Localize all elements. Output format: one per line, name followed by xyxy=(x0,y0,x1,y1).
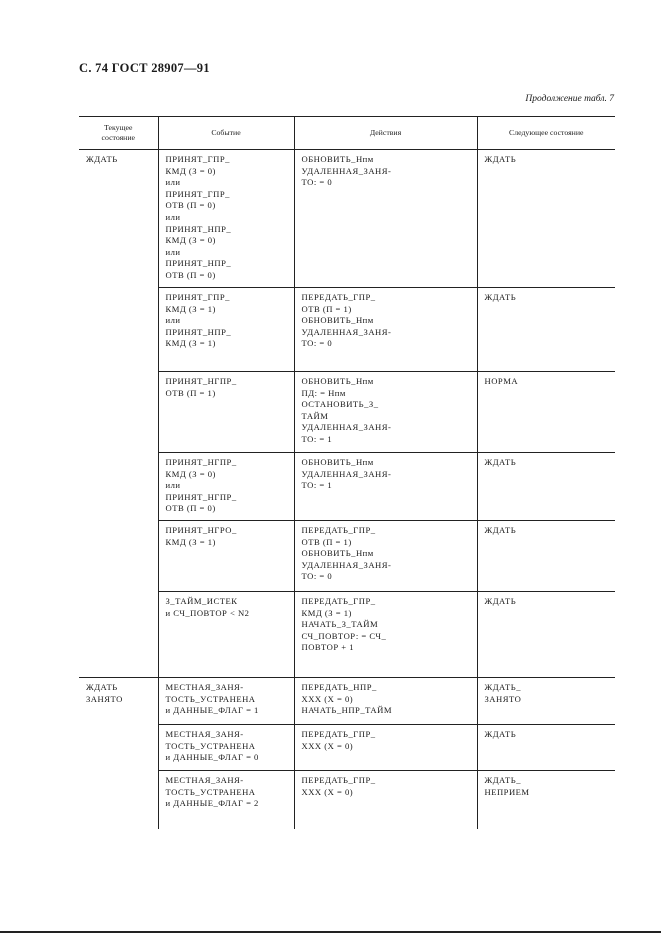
cell-current-state xyxy=(79,372,158,453)
cell-actions: ПЕРЕДАТЬ_ГПР_ ХХХ (Х = 0) xyxy=(294,771,477,829)
cell-next-state: ЖДАТЬ xyxy=(477,521,615,592)
cell-actions: ПЕРЕДАТЬ_ГПР_ ОТВ (П = 1) ОБНОВИТЬ_Нпм УДАЛЕННАЯ_ЗАНЯ- ТО: = 0 xyxy=(294,521,477,592)
header-current-state: Текущее состояние xyxy=(79,117,158,150)
header-actions: Действия xyxy=(294,117,477,150)
cell-next-state: ЖДАТЬ xyxy=(477,150,615,288)
cell-event: МЕСТНАЯ_ЗАНЯ- ТОСТЬ_УСТРАНЕНА и ДАННЫЕ_ФЛАГ = 0 xyxy=(158,725,294,771)
cell-next-state: ЖДАТЬ_ ЗАНЯТО xyxy=(477,678,615,725)
table-continuation-label: Продолжение табл. 7 xyxy=(525,94,614,104)
table-row xyxy=(79,453,615,521)
cell-event: З_ТАЙМ_ИСТЕК и СЧ_ПОВТОР < N2 xyxy=(158,592,294,678)
cell-next-state: ЖДАТЬ_ НЕПРИЕМ xyxy=(477,771,615,829)
cell-current-state xyxy=(79,725,158,771)
page-bottom-rule xyxy=(0,931,661,933)
cell-event: ПРИНЯТ_ГПР_ КМД (З = 0) или ПРИНЯТ_ГПР_ ОТВ (П = 0) или ПРИНЯТ_НПР_ КМД (З = 0) или ПРИНЯТ_НПР_ ОТВ (П = 0) xyxy=(158,150,294,288)
table-row xyxy=(79,288,615,372)
cell-actions: ОБНОВИТЬ_Нпм ПД: = Нпм ОСТАНОВИТЬ_З_ ТАЙМ УДАЛЕННАЯ_ЗАНЯ- ТО: = 1 xyxy=(294,372,477,453)
header-event: Событие xyxy=(158,117,294,150)
cell-next-state: ЖДАТЬ xyxy=(477,453,615,521)
cell-actions: ОБНОВИТЬ_Нпм УДАЛЕННАЯ_ЗАНЯ- ТО: = 1 xyxy=(294,453,477,521)
table-header-row xyxy=(79,117,615,150)
cell-current-state xyxy=(79,771,158,829)
cell-event: ПРИНЯТ_НГРО_ КМД (З = 1) xyxy=(158,521,294,592)
cell-current-state xyxy=(79,592,158,678)
table-row xyxy=(79,521,615,592)
cell-next-state: НОРМА xyxy=(477,372,615,453)
table-row xyxy=(79,150,615,288)
cell-actions: ОБНОВИТЬ_Нпм УДАЛЕННАЯ_ЗАНЯ- ТО: = 0 xyxy=(294,150,477,288)
cell-event: МЕСТНАЯ_ЗАНЯ- ТОСТЬ_УСТРАНЕНА и ДАННЫЕ_ФЛАГ = 1 xyxy=(158,678,294,725)
cell-current-state: ЖДАТЬ xyxy=(86,154,118,164)
table-row xyxy=(79,725,615,771)
cell-actions: ПЕРЕДАТЬ_ГПР_ ОТВ (П = 1) ОБНОВИТЬ_Нпм УДАЛЕННАЯ_ЗАНЯ- ТО: = 0 xyxy=(294,288,477,372)
cell-current-state xyxy=(79,521,158,592)
table-row xyxy=(79,771,615,829)
header-next-state: Следующее состояние xyxy=(477,117,615,150)
table-row xyxy=(79,372,615,453)
cell-actions: ПЕРЕДАТЬ_НПР_ ХХХ (Х = 0) НАЧАТЬ_НПР_ТАЙМ xyxy=(294,678,477,725)
cell-actions: ПЕРЕДАТЬ_ГПР_ ХХХ (Х = 0) xyxy=(294,725,477,771)
cell-event: ПРИНЯТ_НГПР_ КМД (З = 0) или ПРИНЯТ_НГПР_ ОТВ (П = 0) xyxy=(158,453,294,521)
cell-event: МЕСТНАЯ_ЗАНЯ- ТОСТЬ_УСТРАНЕНА и ДАННЫЕ_ФЛАГ = 2 xyxy=(158,771,294,829)
cell-next-state: ЖДАТЬ xyxy=(477,592,615,678)
cell-next-state: ЖДАТЬ xyxy=(477,288,615,372)
cell-actions: ПЕРЕДАТЬ_ГПР_ КМД (З = 1) НАЧАТЬ_З_ТАЙМ СЧ_ПОВТОР: = СЧ_ ПОВТОР + 1 xyxy=(294,592,477,678)
cell-event: ПРИНЯТ_НГПР_ ОТВ (П = 1) xyxy=(158,372,294,453)
cell-current-state: ЖДАТЬ ЗАНЯТО xyxy=(86,682,123,704)
cell-next-state: ЖДАТЬ xyxy=(477,725,615,771)
cell-current-state xyxy=(79,453,158,521)
cell-current-state xyxy=(79,288,158,372)
state-transition-table xyxy=(79,116,615,829)
table-row xyxy=(79,592,615,678)
page-header: С. 74 ГОСТ 28907—91 xyxy=(79,61,210,75)
cell-event: ПРИНЯТ_ГПР_ КМД (З = 1) или ПРИНЯТ_НПР_ КМД (З = 1) xyxy=(158,288,294,372)
table-row xyxy=(79,678,615,725)
